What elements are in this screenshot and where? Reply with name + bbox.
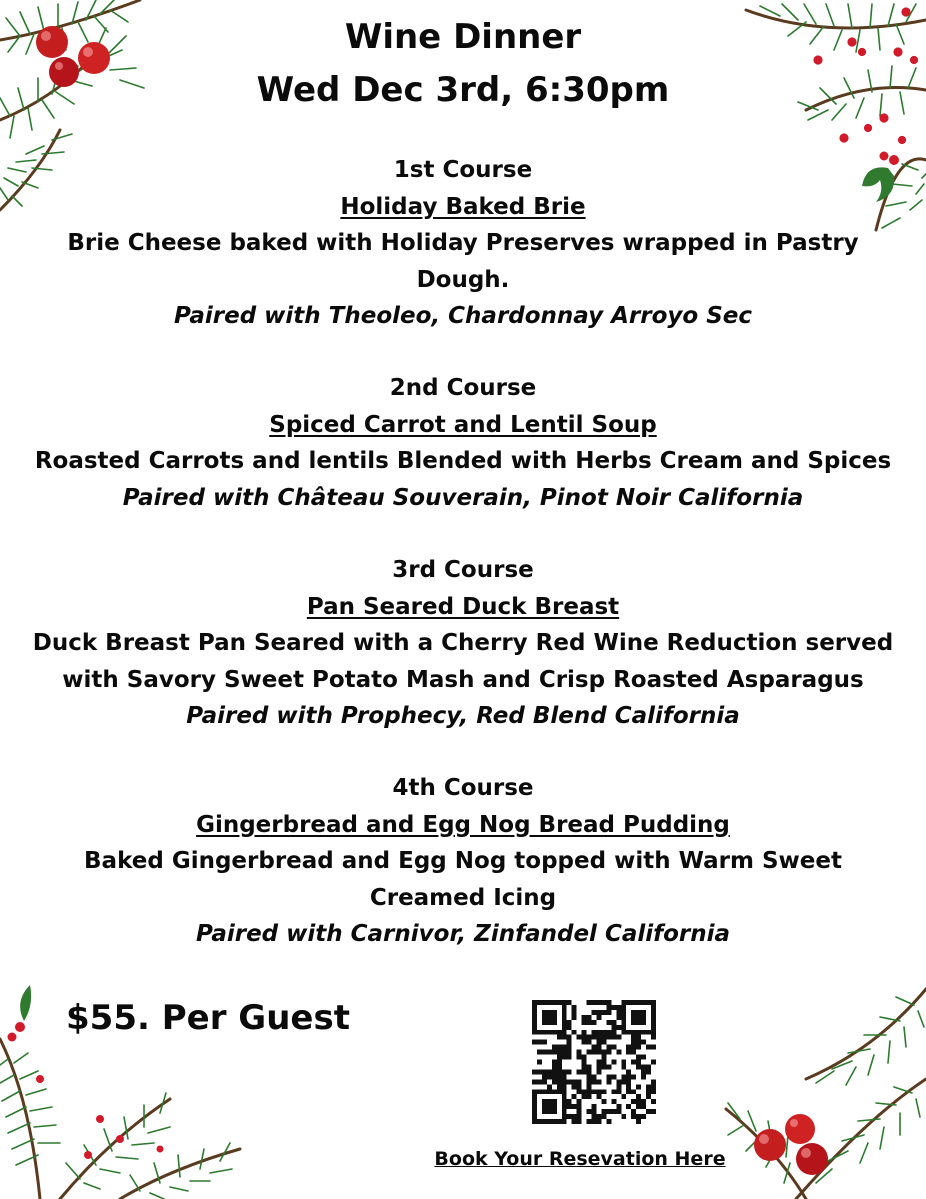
course-heading: 4th Course xyxy=(392,775,534,801)
page-title: Wine Dinner xyxy=(344,17,582,57)
wine-pairing: Paired with Château Souverain, Pinot Noir California xyxy=(122,484,804,511)
course-heading: 1st Course xyxy=(393,157,533,183)
course-block xyxy=(30,370,896,516)
dish-description-line: Creamed Icing xyxy=(369,884,557,911)
dish-name: Pan Seared Duck Breast xyxy=(306,593,620,620)
dish-description-line: Roasted Carrots and lentils Blended with Herbs Cream and Spices xyxy=(34,448,892,474)
dish-description-line: Brie Cheese baked with Holiday Preserves wrapped in Pastry xyxy=(67,230,859,256)
dish-description-line: Duck Breast Pan Seared with a Cherry Red Wine Reduction served xyxy=(32,630,894,656)
dish-description-line: with Savory Sweet Potato Mash and Crisp Roasted Asparagus xyxy=(62,666,864,693)
book-reservation-link[interactable]: Book Your Resevation Here xyxy=(434,1148,726,1170)
dish-name: Gingerbread and Egg Nog Bread Pudding xyxy=(196,811,730,838)
course-block xyxy=(30,552,896,735)
qr-code-icon[interactable] xyxy=(532,1000,656,1124)
price-per-guest: $55. Per Guest xyxy=(66,998,350,1038)
dish-description-line: Dough. xyxy=(416,266,510,293)
wine-pairing: Paired with Carnivor, Zinfandel California xyxy=(195,921,731,947)
wine-pairing: Paired with Theoleo, Chardonnay Arroyo Sec xyxy=(173,303,753,329)
event-date-time: Wed Dec 3rd, 6:30pm xyxy=(256,70,670,110)
dish-name: Spiced Carrot and Lentil Soup xyxy=(269,411,657,438)
dish-description-line: Baked Gingerbread and Egg Nog topped with Warm Sweet xyxy=(84,848,842,874)
course-heading: 2nd Course xyxy=(389,375,537,401)
dish-name: Holiday Baked Brie xyxy=(340,193,586,220)
course-block xyxy=(30,152,896,335)
course-block xyxy=(30,770,896,953)
wine-pairing: Paired with Prophecy, Red Blend California xyxy=(186,703,740,729)
course-heading: 3rd Course xyxy=(392,557,534,583)
